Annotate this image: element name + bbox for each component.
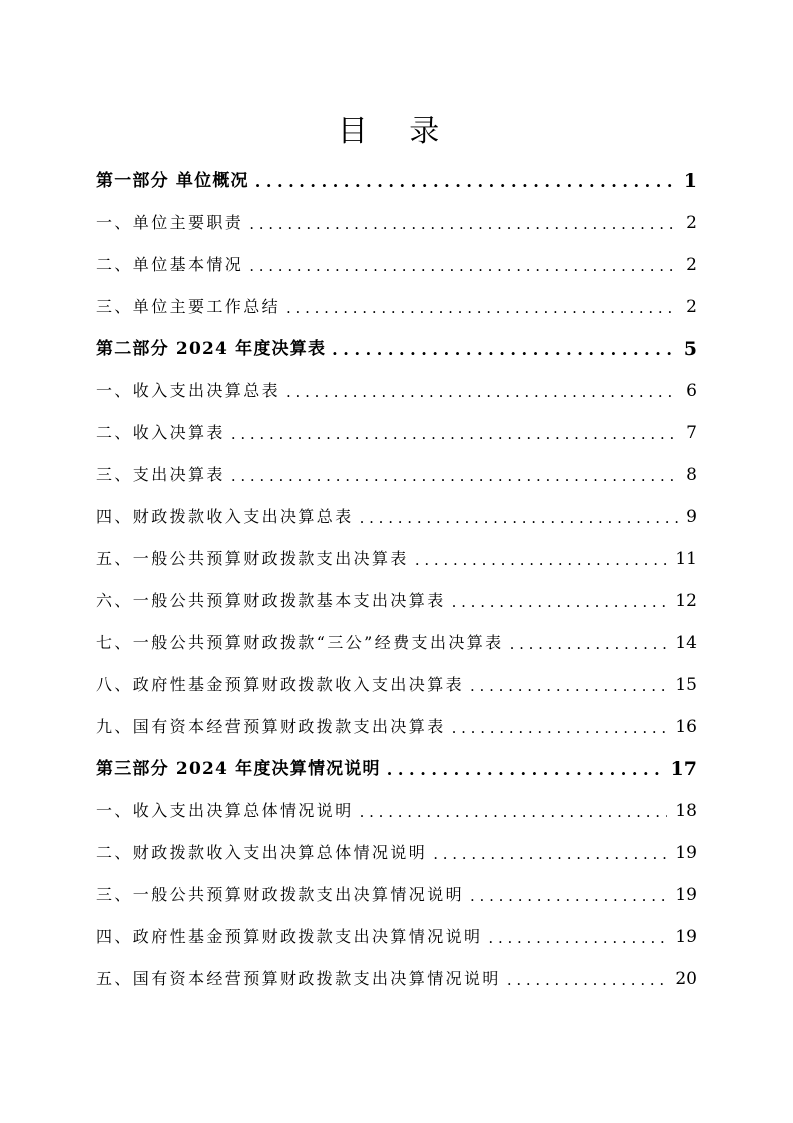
toc-entry-label: 三、单位主要工作总结 xyxy=(96,297,281,316)
toc-entry[interactable] xyxy=(96,708,697,738)
toc-entry-page: 19 xyxy=(675,927,697,947)
dot-leader xyxy=(332,338,676,360)
toc-entry-page: 19 xyxy=(675,885,697,905)
toc-entry[interactable] xyxy=(96,162,697,192)
toc-entry-label: 六、一般公共预算财政拨款基本支出决算表 xyxy=(96,591,446,610)
dot-leader xyxy=(470,884,667,906)
toc-entry-label: 二、财政拨款收入支出决算总体情况说明 xyxy=(96,843,428,862)
dot-leader xyxy=(286,296,678,318)
toc-entry-label: 一、收入支出决算总体情况说明 xyxy=(96,801,354,820)
toc-entry-label: 八、政府性基金预算财政拨款收入支出决算表 xyxy=(96,675,465,694)
toc-entry[interactable] xyxy=(96,288,697,318)
dot-leader xyxy=(360,506,679,528)
toc-entry-label: 四、财政拨款收入支出决算总表 xyxy=(96,507,354,526)
toc-entry[interactable] xyxy=(96,246,697,276)
toc-entry-page: 18 xyxy=(675,801,697,821)
dot-leader xyxy=(488,926,667,948)
toc-entry[interactable] xyxy=(96,624,697,654)
toc-entry-page: 15 xyxy=(675,675,697,695)
toc-entry-page: 17 xyxy=(670,758,697,780)
dot-leader xyxy=(231,464,678,486)
toc-entry[interactable] xyxy=(96,414,697,444)
toc-entry-label: 第一部分 单位概况 xyxy=(96,171,249,191)
toc-entry[interactable] xyxy=(96,204,697,234)
toc-entry-page: 8 xyxy=(686,465,697,485)
toc-entry-label: 九、国有资本经营预算财政拨款支出决算表 xyxy=(96,717,446,736)
toc-entry[interactable] xyxy=(96,666,697,696)
toc-entry-page: 9 xyxy=(686,507,697,527)
toc-entry-label: 二、收入决算表 xyxy=(96,423,225,442)
toc-entry[interactable] xyxy=(96,960,697,990)
toc-entry-label: 一、单位主要职责 xyxy=(96,213,244,232)
toc-entry[interactable] xyxy=(96,456,697,486)
toc-entry-label: 一、收入支出决算总表 xyxy=(96,381,281,400)
toc-entry[interactable] xyxy=(96,834,697,864)
dot-leader xyxy=(470,674,667,696)
page-title: 目 录 xyxy=(337,114,456,149)
toc-entry-page: 16 xyxy=(675,717,697,737)
toc-entry-page: 2 xyxy=(686,297,697,317)
dot-leader xyxy=(255,170,676,192)
dot-leader xyxy=(231,422,678,444)
toc-entry[interactable] xyxy=(96,750,697,780)
toc-entry-page: 7 xyxy=(686,423,697,443)
toc-entry-page: 20 xyxy=(675,969,697,989)
toc-entry-label: 第三部分 2024 年度决算情况说明 xyxy=(96,759,381,779)
dot-leader xyxy=(510,632,668,654)
toc-entry-label: 四、政府性基金预算财政拨款支出决算情况说明 xyxy=(96,927,483,946)
toc-entry-page: 5 xyxy=(683,338,697,360)
dot-leader xyxy=(249,212,678,234)
dot-leader xyxy=(452,590,668,612)
toc-entry[interactable] xyxy=(96,330,697,360)
toc-entry-page: 12 xyxy=(675,591,697,611)
toc-entry[interactable] xyxy=(96,540,697,570)
toc-entry-page: 2 xyxy=(686,213,697,233)
toc-entry-label: 三、支出决算表 xyxy=(96,465,225,484)
toc-entry[interactable] xyxy=(96,792,697,822)
toc-entry-page: 19 xyxy=(675,843,697,863)
toc-entry-label: 五、国有资本经营预算财政拨款支出决算情况说明 xyxy=(96,969,501,988)
toc-entry-label: 七、一般公共预算财政拨款“三公”经费支出决算表 xyxy=(96,633,504,652)
dot-leader xyxy=(433,842,667,864)
toc-entry-label: 五、一般公共预算财政拨款支出决算表 xyxy=(96,549,409,568)
toc-entry-page: 14 xyxy=(675,633,697,653)
dot-leader xyxy=(286,380,678,402)
toc-entry-label: 第二部分 2024 年度决算表 xyxy=(96,339,327,359)
toc-entry-label: 二、单位基本情况 xyxy=(96,255,244,274)
toc-entry-page: 11 xyxy=(675,549,697,569)
toc-entry-page: 2 xyxy=(686,255,697,275)
toc-entry-page: 6 xyxy=(686,381,697,401)
dot-leader xyxy=(415,548,668,570)
toc-entry-label: 三、一般公共预算财政拨款支出决算情况说明 xyxy=(96,885,465,904)
toc-entry[interactable] xyxy=(96,876,697,906)
toc-entry-page: 1 xyxy=(683,170,697,192)
toc-entry[interactable] xyxy=(96,582,697,612)
dot-leader xyxy=(249,254,678,276)
dot-leader xyxy=(452,716,668,738)
toc-entry[interactable] xyxy=(96,372,697,402)
toc-entry[interactable] xyxy=(96,498,697,528)
dot-leader xyxy=(507,968,668,990)
dot-leader xyxy=(387,758,663,780)
toc-entry[interactable] xyxy=(96,918,697,948)
dot-leader xyxy=(360,800,668,822)
